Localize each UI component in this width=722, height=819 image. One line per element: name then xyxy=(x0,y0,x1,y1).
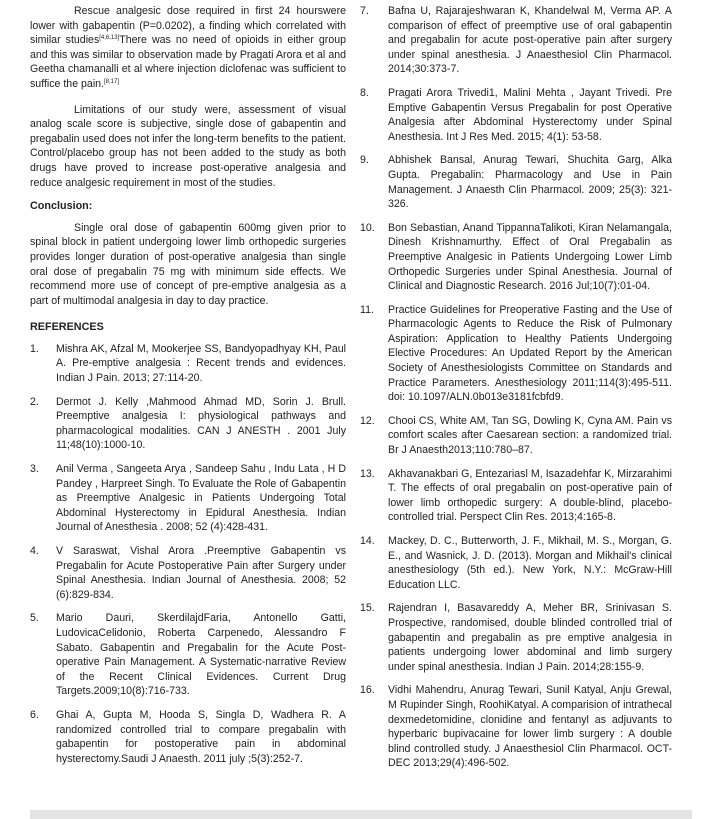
page-footer-bar xyxy=(30,810,692,819)
reference-text: Anil Verma , Sangeeta Arya , Sandeep Sahu , Indu Lata , H D Pandey , Harpreet Singh. To Evaluate the Role of Gabapentin as Preemptive Analgesic in Patients Undergoing Total Abdominal Hysterectomy in Epidural Anesthesia. Indian Journal of Anesthesia . 2008; 52 (4):428-431. xyxy=(56,463,346,534)
paragraph-text: There was no need of opioids in either group and this was similar to observation made by Pragati Arora et al and Geetha chamanalli et al where injection diclofenac was sufficient to suffice the pain. xyxy=(30,34,346,90)
reference-text: Practice Guidelines for Preoperative Fasting and the Use of Pharmacologic Agents to Reduce the Risk of Pulmonary Aspiration: Application to Healthy Patients Undergoing Elective Procedures: An Updated Report by the American Society of Anesthesiologists Committee on Standards and Practice Parameters. Anesthesiology 2011;114(3):495-511. doi: 10.1097/ALN.0b013e3181fcbfd9. xyxy=(388,303,672,404)
reference-text: Ghai A, Gupta M, Hooda S, Singla D, Wadhera R. A randomized controlled trial to compare pregabalin with gabapentin for postoperative pain in abdominal hysterectomy.Saudi J Anaesth. 2011 july ;5(3):252-7. xyxy=(56,708,346,765)
references-heading: REFERENCES xyxy=(30,321,104,334)
reference-item xyxy=(360,303,672,405)
reference-list-left xyxy=(30,342,346,766)
reference-item xyxy=(30,708,346,766)
reference-text: Pragati Arora Trivedi1, Malini Mehta , Jayant Trivedi. Pre Emptive Gabapentin Versus Pregabalin for post Operative Analgesia after Abdominal Hysterectomy under Spinal Anesthesia. Int J Res Med. 2015; 4(1): 53-58. xyxy=(388,86,672,143)
reference-item xyxy=(360,534,672,592)
reference-text: Akhavanakbari G, Entezariasl M, Isazadehfar K, Mirzarahimi T. The effects of oral pregabalin on post-operative pain of lower limb orthopedic surgery: A double-blind, placebo-controlled trial. Perspect Clin Res. 2013;4:165-8. xyxy=(388,467,672,524)
reference-number: 9. xyxy=(360,154,369,167)
reference-item xyxy=(360,601,672,674)
left-column xyxy=(30,4,346,775)
reference-number: 10. xyxy=(360,221,375,234)
reference-text: Bon Sebastian, Anand TippannaTalikoti, Kiran Nelamangala, Dinesh Krishnamurthy. Effect of Oral Pregabalin as Preemptive Analgesic in Patients Undergoing Lower Limb Orthopedic Surgeries under Spinal Anesthesia. Journal of Clinical and Diagnostic Research. 2016 Jul;10(7):01-04. xyxy=(388,221,672,293)
reference-item xyxy=(30,544,346,602)
reference-number: 8. xyxy=(360,86,369,99)
reference-item xyxy=(360,4,672,77)
paragraph-text: Rescue analgesic dose required in first 24 hourswere lower with gabapentin (P=0.0202), a finding which correlated with similar studies xyxy=(30,5,346,47)
reference-item xyxy=(30,395,346,453)
reference-text: Bafna U, Rajarajeshwaran K, Khandelwal M, Verma AP. A comparison of effect of preemptive use of oral gabapentin and pregabalin for acute post-operative pain after surgery under spinal anesthesia. J Anaesthesiol Clin Pharmacol. 2014;30:373-7. xyxy=(388,5,672,76)
reference-text: Dermot J. Kelly ,Mahmood Ahmad MD, Sorin J. Brull. Preemptive analgesia I: physiological pathways and pharmacological modalities. CAN J ANESTH . 2001 July 11;48(10):1000-10. xyxy=(56,395,346,452)
citation-superscript: [4,6,13] xyxy=(99,35,120,42)
reference-item xyxy=(30,342,346,386)
right-column xyxy=(360,4,672,780)
reference-text: Chooi CS, White AM, Tan SG, Dowling K, Cyna AM. Pain vs comfort scales after Caesarean section: a randomized trial. Br J Anaesth2013;110:780–87. xyxy=(388,414,672,457)
reference-number: 5. xyxy=(30,612,39,625)
reference-text: Mario Dauri, SkerdilajdFaria, Antonello Gatti, LudovicaCelidonio, Roberta Carpenedo, Alessandro F Sabato. Gabapentin and Pregabalin for the Acute Post-operative Pain Management. A Systematic-narrative Review of the Recent Clinical Evidences. Current Drug Targets.2009;10(8):716-733. xyxy=(56,612,346,698)
reference-number: 12. xyxy=(360,414,375,427)
reference-text: Abhishek Bansal, Anurag Tewari, Shuchita Garg, Alka Gupta. Pregabalin: Pharmacology and Use in Pain Management. J Anaesth Clin Pharmacol. 2009; 25(3): 321-326. xyxy=(388,154,672,211)
reference-number: 13. xyxy=(360,467,375,480)
conclusion-paragraph: Single oral dose of gabapentin 600mg given prior to spinal block in patient undergoing lower limb orthopedic surgeries provides longer duration of post-operative analgesia than single oral dose of pregabalin 75 mg with minimum side effects. We recommend more use of concept of pre-emptive analgesia as a part of multimodal analgesia in day to day practice. xyxy=(30,221,346,307)
reference-item xyxy=(30,611,346,699)
reference-number: 11. xyxy=(360,303,374,316)
reference-list-right xyxy=(360,4,672,771)
reference-number: 4. xyxy=(30,545,39,557)
reference-number: 6. xyxy=(30,708,39,721)
reference-text: Mackey, D. C., Butterworth, J. F., Mikhail, M. S., Morgan, G. E., and Wasnick, J. D. (2013). Morgan and Mikhail's clinical anesthesiology (5th ed.). New York, N.Y.: McGraw-Hill Education LLC. xyxy=(388,535,672,591)
reference-number: 1. xyxy=(30,342,39,355)
reference-number: 3. xyxy=(30,463,39,476)
reference-text: Rajendran I, Basavareddy A, Meher BR, Srinivasan S. Prospective, randomised, double blinded controlled trial of gabapentin and pregabalin as pre emptive analgesia in patients undergoing lower abdominal and limb surgery under spinal anesthesia. Indian J Pain. 2014;28:155-9. xyxy=(388,602,672,673)
reference-item xyxy=(360,86,672,144)
reference-item xyxy=(30,462,346,535)
reference-number: 15. xyxy=(360,602,375,615)
citation-superscript: [8,17] xyxy=(104,78,120,85)
limitations-paragraph: Limitations of our study were, assessment of visual analog scale score is subjective, single dose of gabapentin and pregabalin used does not infer the long-term benefits to the patient. Control/placebo group has not been added to the study as both drugs have proved to increase post-operative analgesia and reduce analgesic requirement in most of the studies. xyxy=(30,103,346,189)
reference-number: 16. xyxy=(360,684,375,697)
reference-text: Mishra AK, Afzal M, Mookerjee SS, Bandyopadhyay KH, Paul A. Pre-emptive analgesia : Recent trends and evidences. Indian J Pain. 2013; 27:114-20. xyxy=(56,342,346,385)
reference-item xyxy=(360,683,672,771)
conclusion-heading: Conclusion: xyxy=(30,200,93,213)
reference-text: Vidhi Mahendru, Anurag Tewari, Sunil Katyal, Anju Grewal, M Rupinder Singh, RoohiKatyal. A comparision of intrathecal dexmedetomidine, clonidine and fentanyl as adjuvants to hyperbaric bupivacaine for lower limb surgery : A double blind controlled study. J Anaesthesiol Clin Pharmacol. OCT-DEC 2013;29(4):496-502. xyxy=(388,684,672,770)
reference-item xyxy=(360,153,672,211)
reference-item xyxy=(360,414,672,458)
reference-text: V Saraswat, Vishal Arora .Preemptive Gabapentin vs Pregabalin for Acute Postoperative Pain after Surgery under Spinal Anesthesia. Indian Journal of Anesthesia. 2008; 52 (6):829-834. xyxy=(56,545,346,601)
reference-number: 2. xyxy=(30,395,39,408)
reference-item xyxy=(360,221,672,294)
discussion-paragraph xyxy=(30,4,346,92)
reference-number: 14. xyxy=(360,535,375,547)
reference-item xyxy=(360,467,672,525)
reference-number: 7. xyxy=(360,5,369,17)
